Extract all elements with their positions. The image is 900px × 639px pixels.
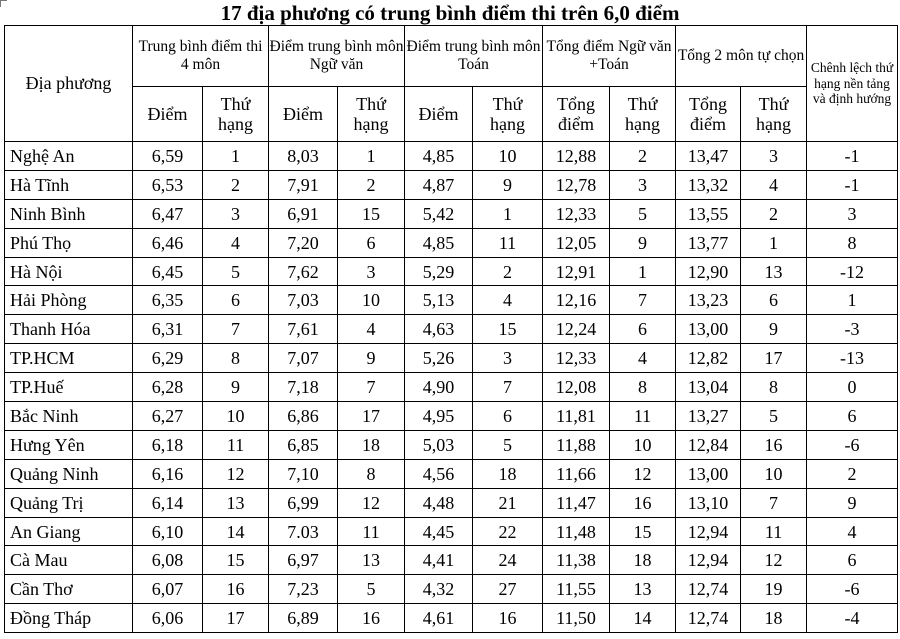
avg-rank-cell: 3 [203,199,269,228]
avg-score-cell: 6,35 [133,286,203,315]
locality-name-cell: Ninh Bình [5,199,133,228]
avg-score-cell: 6,31 [133,315,203,344]
literature-rank-cell: 16 [338,604,405,633]
avg-score-cell: 6,18 [133,430,203,459]
header-math: Điểm trung bình môn Toán [405,26,543,87]
elective-total-cell: 13,77 [676,228,741,257]
locality-name-cell: Cần Thơ [5,575,133,604]
avg-score-cell: 6,29 [133,344,203,373]
avg-rank-cell: 12 [203,459,269,488]
elective-total-cell: 13,27 [676,402,741,431]
locality-name-cell: Hải Phòng [5,286,133,315]
avg-rank-cell: 6 [203,286,269,315]
locality-name-cell: Hà Nội [5,257,133,286]
locality-name-cell: Hưng Yên [5,430,133,459]
header-rank-change: Chênh lệch thứ hạng nền tảng và định hướng [807,26,898,142]
math-rank-cell: 9 [473,170,543,199]
literature-rank-cell: 1 [338,142,405,171]
elective-total-cell: 13,23 [676,286,741,315]
rank-change-cell: 1 [807,286,898,315]
literature-score-cell: 7,07 [269,344,338,373]
literature-rank-cell: 18 [338,430,405,459]
avg-rank-cell: 17 [203,604,269,633]
rank-change-cell: 3 [807,199,898,228]
elective-rank-cell: 7 [741,488,807,517]
elective-total-cell: 13,47 [676,142,741,171]
header-avg-4-subjects: Trung bình điểm thi 4 môn [133,26,269,87]
literature-rank-cell: 2 [338,170,405,199]
elective-rank-cell: 5 [741,402,807,431]
lit-math-rank-cell: 6 [610,315,676,344]
lit-math-total-cell: 11,81 [543,402,610,431]
rank-change-cell: -12 [807,257,898,286]
locality-name-cell: Nghệ An [5,142,133,171]
avg-score-cell: 6,45 [133,257,203,286]
literature-score-cell: 7,10 [269,459,338,488]
lit-math-rank-cell: 3 [610,170,676,199]
literature-rank-cell: 7 [338,373,405,402]
avg-rank-cell: 10 [203,402,269,431]
elective-rank-cell: 11 [741,517,807,546]
lit-math-total-cell: 12,33 [543,344,610,373]
lit-math-rank-cell: 1 [610,257,676,286]
avg-score-cell: 6,08 [133,546,203,575]
math-rank-cell: 27 [473,575,543,604]
elective-rank-cell: 19 [741,575,807,604]
subheader-total: Tổng điểm [676,87,741,142]
elective-rank-cell: 17 [741,344,807,373]
math-rank-cell: 1 [473,199,543,228]
literature-rank-cell: 17 [338,402,405,431]
avg-score-cell: 6,28 [133,373,203,402]
math-score-cell: 4,85 [405,228,473,257]
locality-name-cell: TP.Huế [5,373,133,402]
elective-rank-cell: 4 [741,170,807,199]
math-score-cell: 4,48 [405,488,473,517]
literature-rank-cell: 4 [338,315,405,344]
table-row [5,373,898,402]
rank-change-cell: 6 [807,402,898,431]
table-row [5,546,898,575]
literature-rank-cell: 3 [338,257,405,286]
lit-math-total-cell: 12,08 [543,373,610,402]
math-score-cell: 4,63 [405,315,473,344]
avg-rank-cell: 15 [203,546,269,575]
subheader-total: Tổng điểm [543,87,610,142]
table-row [5,604,898,633]
math-rank-cell: 15 [473,315,543,344]
math-rank-cell: 2 [473,257,543,286]
math-rank-cell: 4 [473,286,543,315]
elective-total-cell: 12,74 [676,575,741,604]
lit-math-rank-cell: 15 [610,517,676,546]
table-row [5,286,898,315]
avg-rank-cell: 1 [203,142,269,171]
literature-score-cell: 7,61 [269,315,338,344]
page-title: 17 địa phương có trung bình điểm thi trên 6,0 điểm [220,1,680,25]
locality-name-cell: Phú Thọ [5,228,133,257]
math-score-cell: 4,90 [405,373,473,402]
literature-score-cell: 7,91 [269,170,338,199]
rank-change-cell: 0 [807,373,898,402]
lit-math-total-cell: 11,47 [543,488,610,517]
literature-score-cell: 7,23 [269,575,338,604]
avg-rank-cell: 4 [203,228,269,257]
math-score-cell: 4,87 [405,170,473,199]
math-rank-cell: 24 [473,546,543,575]
math-rank-cell: 22 [473,517,543,546]
elective-rank-cell: 3 [741,142,807,171]
literature-score-cell: 6,89 [269,604,338,633]
header-literature: Điểm trung bình môn Ngữ văn [269,26,405,87]
literature-score-cell: 7.03 [269,517,338,546]
math-rank-cell: 5 [473,430,543,459]
elective-total-cell: 13,00 [676,315,741,344]
elective-rank-cell: 16 [741,430,807,459]
header-locality: Địa phương [5,26,133,142]
header-lit-math-total: Tổng điểm Ngữ văn +Toán [543,26,676,87]
subheader-rank: Thứ hạng [338,87,405,142]
locality-name-cell: Bắc Ninh [5,402,133,431]
subheader-score: Điểm [405,87,473,142]
math-score-cell: 5,13 [405,286,473,315]
literature-score-cell: 6,91 [269,199,338,228]
literature-score-cell: 6,86 [269,402,338,431]
elective-rank-cell: 10 [741,459,807,488]
lit-math-rank-cell: 14 [610,604,676,633]
rank-change-cell: 9 [807,488,898,517]
avg-score-cell: 6,16 [133,459,203,488]
math-score-cell: 4,95 [405,402,473,431]
math-rank-cell: 3 [473,344,543,373]
lit-math-rank-cell: 8 [610,373,676,402]
rank-change-cell: -1 [807,170,898,199]
lit-math-total-cell: 12,24 [543,315,610,344]
table-row [5,402,898,431]
locality-name-cell: TP.HCM [5,344,133,373]
math-score-cell: 5,42 [405,199,473,228]
lit-math-total-cell: 12,05 [543,228,610,257]
math-rank-cell: 7 [473,373,543,402]
lit-math-total-cell: 11,55 [543,575,610,604]
literature-rank-cell: 5 [338,575,405,604]
lit-math-rank-cell: 9 [610,228,676,257]
avg-score-cell: 6,47 [133,199,203,228]
elective-total-cell: 13,04 [676,373,741,402]
rank-change-cell: -6 [807,575,898,604]
table-body [5,142,898,633]
elective-total-cell: 12,84 [676,430,741,459]
rank-change-cell: -13 [807,344,898,373]
elective-total-cell: 13,32 [676,170,741,199]
rank-change-cell: 6 [807,546,898,575]
table-row [5,257,898,286]
lit-math-total-cell: 12,33 [543,199,610,228]
table-row [5,459,898,488]
literature-score-cell: 7,20 [269,228,338,257]
scores-table [4,25,898,633]
locality-name-cell: Đồng Tháp [5,604,133,633]
literature-rank-cell: 10 [338,286,405,315]
avg-score-cell: 6,10 [133,517,203,546]
avg-rank-cell: 16 [203,575,269,604]
subheader-score: Điểm [269,87,338,142]
rank-change-cell: -6 [807,430,898,459]
locality-name-cell: An Giang [5,517,133,546]
lit-math-rank-cell: 13 [610,575,676,604]
elective-total-cell: 12,94 [676,517,741,546]
elective-rank-cell: 9 [741,315,807,344]
literature-score-cell: 6,85 [269,430,338,459]
literature-score-cell: 8,03 [269,142,338,171]
math-rank-cell: 18 [473,459,543,488]
rank-change-cell: -1 [807,142,898,171]
math-rank-cell: 11 [473,228,543,257]
rank-change-cell: -4 [807,604,898,633]
avg-score-cell: 6,07 [133,575,203,604]
lit-math-total-cell: 11,38 [543,546,610,575]
lit-math-total-cell: 11,66 [543,459,610,488]
avg-rank-cell: 7 [203,315,269,344]
avg-rank-cell: 2 [203,170,269,199]
locality-name-cell: Quảng Ninh [5,459,133,488]
subheader-score: Điểm [133,87,203,142]
math-score-cell: 5,29 [405,257,473,286]
table-row [5,142,898,171]
avg-rank-cell: 5 [203,257,269,286]
table-row [5,488,898,517]
locality-name-cell: Cà Mau [5,546,133,575]
math-score-cell: 4,61 [405,604,473,633]
lit-math-rank-cell: 5 [610,199,676,228]
literature-rank-cell: 9 [338,344,405,373]
table-row [5,430,898,459]
avg-score-cell: 6,59 [133,142,203,171]
locality-name-cell: Thanh Hóa [5,315,133,344]
avg-score-cell: 6,53 [133,170,203,199]
math-score-cell: 5,26 [405,344,473,373]
literature-score-cell: 7,62 [269,257,338,286]
rank-change-cell: 4 [807,517,898,546]
avg-rank-cell: 13 [203,488,269,517]
avg-score-cell: 6,27 [133,402,203,431]
math-score-cell: 4,56 [405,459,473,488]
lit-math-total-cell: 11,88 [543,430,610,459]
elective-total-cell: 13,55 [676,199,741,228]
lit-math-rank-cell: 18 [610,546,676,575]
locality-name-cell: Quảng Trị [5,488,133,517]
subheader-rank: Thứ hạng [203,87,269,142]
elective-total-cell: 13,00 [676,459,741,488]
lit-math-rank-cell: 2 [610,142,676,171]
subheader-rank: Thứ hạng [473,87,543,142]
lit-math-rank-cell: 16 [610,488,676,517]
math-score-cell: 4,45 [405,517,473,546]
lit-math-total-cell: 12,16 [543,286,610,315]
math-rank-cell: 16 [473,604,543,633]
rank-change-cell: 8 [807,228,898,257]
avg-rank-cell: 8 [203,344,269,373]
elective-rank-cell: 8 [741,373,807,402]
elective-rank-cell: 6 [741,286,807,315]
avg-score-cell: 6,14 [133,488,203,517]
literature-rank-cell: 13 [338,546,405,575]
elective-rank-cell: 18 [741,604,807,633]
literature-score-cell: 7,03 [269,286,338,315]
elective-rank-cell: 1 [741,228,807,257]
elective-total-cell: 13,10 [676,488,741,517]
lit-math-total-cell: 11,48 [543,517,610,546]
literature-rank-cell: 8 [338,459,405,488]
elective-total-cell: 12,94 [676,546,741,575]
lit-math-rank-cell: 7 [610,286,676,315]
literature-rank-cell: 12 [338,488,405,517]
avg-rank-cell: 11 [203,430,269,459]
elective-rank-cell: 2 [741,199,807,228]
lit-math-total-cell: 11,50 [543,604,610,633]
rank-change-cell: 2 [807,459,898,488]
elective-rank-cell: 13 [741,257,807,286]
table-row [5,575,898,604]
elective-rank-cell: 12 [741,546,807,575]
subheader-rank: Thứ hạng [741,87,807,142]
math-score-cell: 4,85 [405,142,473,171]
literature-score-cell: 6,97 [269,546,338,575]
lit-math-rank-cell: 4 [610,344,676,373]
avg-rank-cell: 14 [203,517,269,546]
math-rank-cell: 6 [473,402,543,431]
math-score-cell: 4,41 [405,546,473,575]
math-score-cell: 4,32 [405,575,473,604]
rank-change-cell: -3 [807,315,898,344]
lit-math-rank-cell: 12 [610,459,676,488]
subheader-rank: Thứ hạng [610,87,676,142]
math-score-cell: 5,03 [405,430,473,459]
literature-rank-cell: 6 [338,228,405,257]
avg-score-cell: 6,46 [133,228,203,257]
math-rank-cell: 10 [473,142,543,171]
elective-total-cell: 12,82 [676,344,741,373]
elective-total-cell: 12,74 [676,604,741,633]
literature-score-cell: 6,99 [269,488,338,517]
lit-math-rank-cell: 11 [610,402,676,431]
literature-rank-cell: 11 [338,517,405,546]
locality-name-cell: Hà Tĩnh [5,170,133,199]
table-row [5,228,898,257]
table-row [5,344,898,373]
lit-math-total-cell: 12,78 [543,170,610,199]
header-elective-total: Tổng 2 môn tự chọn [676,26,807,87]
lit-math-total-cell: 12,91 [543,257,610,286]
lit-math-rank-cell: 10 [610,430,676,459]
table-row [5,199,898,228]
literature-rank-cell: 15 [338,199,405,228]
table-row [5,315,898,344]
math-rank-cell: 21 [473,488,543,517]
lit-math-total-cell: 12,88 [543,142,610,171]
literature-score-cell: 7,18 [269,373,338,402]
table-row [5,170,898,199]
avg-rank-cell: 9 [203,373,269,402]
avg-score-cell: 6,06 [133,604,203,633]
table-row [5,517,898,546]
elective-total-cell: 12,90 [676,257,741,286]
